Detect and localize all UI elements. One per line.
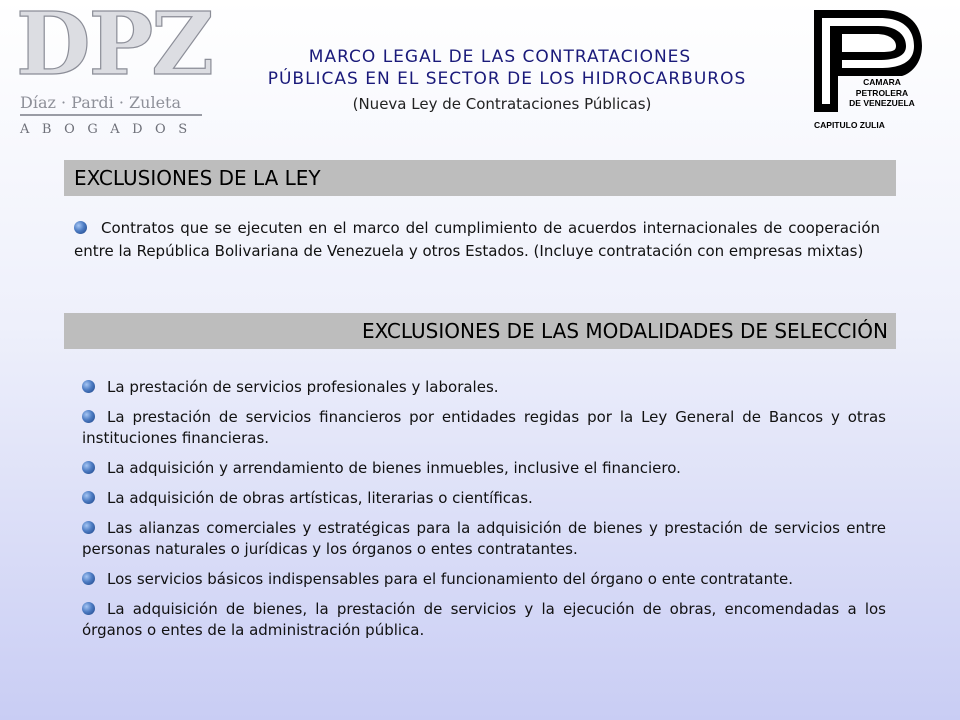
title-line-1: MARCO LEGAL DE LAS CONTRATACIONES bbox=[308, 47, 692, 67]
page-title bbox=[230, 46, 770, 114]
list-item bbox=[82, 458, 886, 479]
cpv-line-1: CAMARA bbox=[863, 77, 901, 87]
list-item bbox=[82, 518, 886, 560]
section1-text: Contratos que se ejecuten en el marco del cumplimiento de acuerdos internacionales de cooperación entre la República Bolivariana de Venezuela y otros Estados. (Incluye contratación con empresas mixtas) bbox=[74, 219, 880, 260]
title-line-2: PÚBLICAS EN EL SECTOR DE LOS HIDROCARBUROS bbox=[267, 69, 747, 89]
bullet-icon bbox=[82, 572, 95, 585]
list-item bbox=[82, 569, 886, 590]
dpz-logo-divider bbox=[20, 114, 202, 116]
cpv-line-3: DE VENEZUELA bbox=[849, 98, 915, 108]
page-subtitle: (Nueva Ley de Contrataciones Públicas) bbox=[352, 95, 652, 113]
list-item-text: La adquisición y arrendamiento de bienes inmuebles, inclusive el financiero. bbox=[107, 459, 681, 477]
list-item bbox=[82, 377, 886, 398]
list-item-text: La prestación de servicios profesionales y laborales. bbox=[107, 378, 499, 396]
bullet-icon bbox=[82, 461, 95, 474]
section-heading-exclusiones-ley: EXCLUSIONES DE LA LEY bbox=[64, 160, 896, 196]
bullet-icon bbox=[82, 491, 95, 504]
dpz-logo bbox=[14, 0, 213, 137]
list-item-text: La adquisición de bienes, la prestación de servicios y la ejecución de obras, encomendadas a los órganos o entes de la administración pública. bbox=[82, 600, 886, 639]
list-item-text: La prestación de servicios financieros por entidades regidas por la Ley General de Bancos y otras instituciones financieras. bbox=[82, 408, 886, 447]
dpz-logo-names: Díaz · Pardi · Zuleta bbox=[20, 93, 181, 112]
list-item bbox=[82, 599, 886, 641]
bullet-icon bbox=[82, 380, 95, 393]
camara-petrolera-logo bbox=[810, 8, 925, 128]
list-item-text: La adquisición de obras artísticas, literarias o científicas. bbox=[107, 489, 533, 507]
dpz-logo-tagline: ABOGADOS bbox=[20, 122, 200, 137]
section-heading-exclusiones-modalidades: EXCLUSIONES DE LAS MODALIDADES DE SELECCIÓN bbox=[64, 313, 896, 349]
bullet-icon bbox=[82, 521, 95, 534]
bullet-icon bbox=[74, 221, 87, 234]
list-item bbox=[82, 407, 886, 449]
list-item-text: Las alianzas comerciales y estratégicas para la adquisición de bienes y prestación de servicios entre personas naturales o jurídicas y los órganos o entes contratantes. bbox=[82, 519, 886, 558]
dpz-logo-letters: DPZ bbox=[16, 0, 213, 95]
bullet-icon bbox=[82, 410, 95, 423]
cpv-chapter: CAPITULO ZULIA bbox=[814, 120, 885, 130]
cpv-logo-text bbox=[838, 77, 926, 109]
section1-paragraph bbox=[74, 217, 880, 263]
list-item-text: Los servicios básicos indispensables para el funcionamiento del órgano o ente contratante. bbox=[107, 570, 793, 588]
cpv-line-2: PETROLERA bbox=[855, 87, 909, 98]
list-item bbox=[82, 488, 886, 509]
bullet-icon bbox=[82, 602, 95, 615]
exclusions-list bbox=[82, 377, 886, 650]
